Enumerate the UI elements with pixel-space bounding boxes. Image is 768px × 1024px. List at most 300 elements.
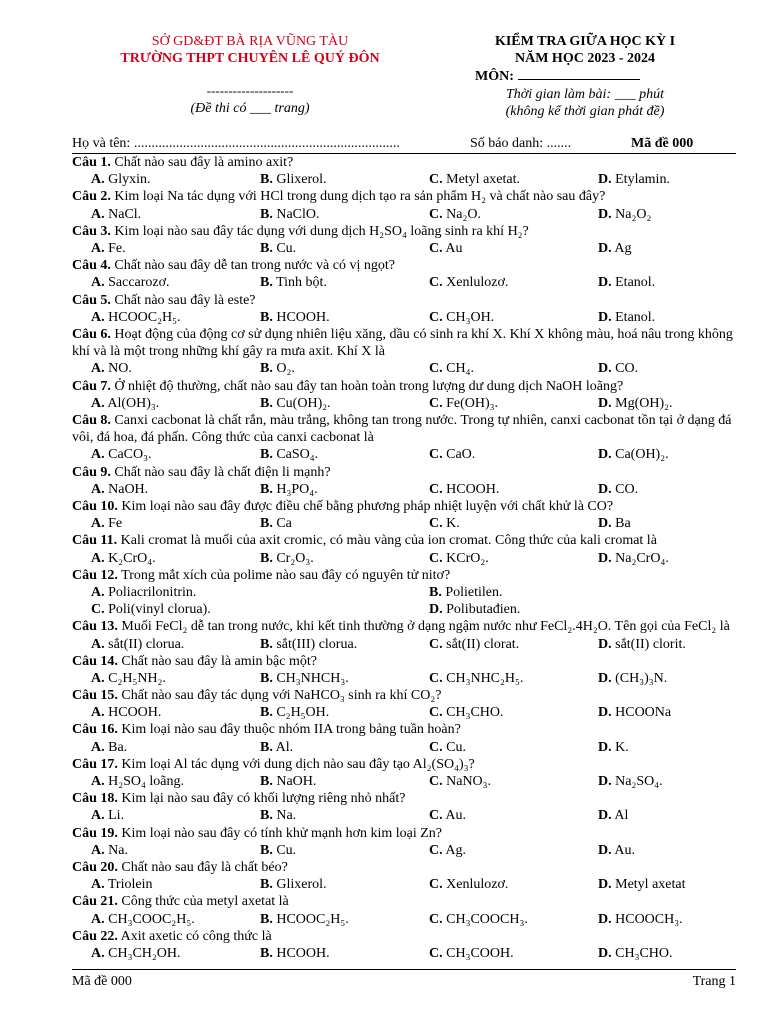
- option-text: HCOOC₂H₅.: [108, 309, 181, 325]
- option-text: Fe: [108, 516, 123, 532]
- question-item: [72, 292, 736, 326]
- answer-option: [91, 395, 159, 412]
- question-text: Ở nhiệt độ thường, chất nào sau đây tan hoàn toàn trong lượng dư dung dịch NaOH loãng?: [114, 378, 624, 394]
- option-text: Xenlulozơ.: [446, 877, 509, 893]
- exam-code: Mã đề 000: [631, 136, 694, 151]
- option-letter: C.: [91, 602, 105, 618]
- option-text: Glixerol.: [276, 877, 327, 893]
- option-letter: D.: [598, 395, 612, 411]
- option-text: H₃PO₄.: [276, 481, 318, 497]
- question-number: Câu 9.: [72, 464, 111, 480]
- question-text: Hoạt động của động cơ sử dụng nhiên liệu xăng, dầu có sinh ra khí X. Khí X không màu, hoá nâu trong không khí và là một trong những khí gây ra mưa axit. Khí X là: [72, 326, 733, 360]
- option-letter: D.: [598, 946, 612, 962]
- answer-option: [598, 842, 635, 859]
- answer-option: [429, 807, 466, 824]
- option-letter: C.: [429, 636, 443, 652]
- question-list: [72, 154, 736, 962]
- option-letter: D.: [598, 172, 612, 188]
- question-text: Axit axetic có công thức là: [120, 928, 272, 944]
- answer-options: [72, 945, 736, 962]
- answer-option: [91, 171, 151, 188]
- option-text: Li.: [108, 808, 125, 824]
- option-text: Poli(vinyl clorua).: [108, 602, 211, 618]
- answer-options: [72, 670, 736, 687]
- option-letter: B.: [260, 361, 273, 377]
- option-text: CO.: [615, 481, 639, 497]
- option-text: NaOH.: [276, 774, 317, 790]
- answer-option: [91, 515, 122, 532]
- option-text: HCOONa: [615, 705, 672, 721]
- question-text: Kali cromat là muối của axit cromic, có màu vàng của ion cromat. Công thức của kali cromat là: [120, 533, 657, 549]
- answer-option: [91, 206, 141, 223]
- answer-option: [429, 515, 460, 532]
- answer-option: [260, 876, 327, 893]
- question-number: Câu 11.: [72, 533, 118, 549]
- option-letter: A.: [91, 808, 105, 824]
- answer-option: [260, 842, 296, 859]
- answer-options: [72, 171, 736, 188]
- question-item: [72, 721, 736, 755]
- option-text: Al: [614, 808, 629, 824]
- question-stem: [72, 257, 736, 274]
- question-number: Câu 8.: [72, 412, 111, 428]
- answer-option: [260, 670, 349, 687]
- question-item: [72, 412, 736, 464]
- option-text: sắt(II) clorua.: [108, 636, 185, 652]
- answer-option: [598, 240, 631, 257]
- option-letter: A.: [91, 361, 105, 377]
- option-letter: C.: [429, 172, 443, 188]
- option-letter: B.: [260, 946, 273, 962]
- question-text: Công thức của metyl axetat là: [121, 894, 289, 910]
- option-letter: D.: [598, 275, 612, 291]
- option-letter: B.: [260, 636, 273, 652]
- answer-option: [260, 515, 292, 532]
- answer-options: [72, 309, 736, 326]
- answer-options: [72, 446, 736, 463]
- question-stem: [72, 653, 736, 670]
- question-stem: [72, 756, 736, 773]
- option-letter: B.: [260, 808, 273, 824]
- option-text: HCOOH.: [446, 481, 500, 497]
- option-text: Polietilen.: [445, 584, 503, 600]
- option-letter: B.: [260, 516, 273, 532]
- option-letter: B.: [260, 309, 273, 325]
- question-stem: [72, 618, 736, 635]
- answer-option: [429, 309, 494, 326]
- question-stem: [72, 687, 736, 704]
- option-text: Glixerol.: [276, 172, 327, 188]
- option-letter: C.: [429, 206, 443, 222]
- answer-option: [598, 876, 686, 893]
- answer-option: [598, 481, 638, 498]
- answer-options: [72, 773, 736, 790]
- answer-option: [91, 584, 196, 601]
- option-letter: C.: [429, 946, 443, 962]
- option-letter: B.: [260, 842, 273, 858]
- option-text: KCrO₂.: [446, 550, 489, 566]
- option-text: CO.: [615, 361, 639, 377]
- answer-option: [429, 670, 523, 687]
- answer-option: [260, 395, 331, 412]
- answer-option: [260, 911, 349, 928]
- option-letter: D.: [598, 877, 612, 893]
- subject-blank: [518, 67, 640, 80]
- question-text: Canxi cacbonat là chất rắn, màu trắng, không tan trong nước. Trong tự nhiên, canxi cacbonat tồn tại ở dạng đá vôi, đá hoa, đá phấn. Công thức của canxi cacbonat là: [72, 412, 732, 446]
- question-number: Câu 12.: [72, 567, 118, 583]
- option-letter: C.: [429, 240, 443, 256]
- answer-option: [598, 636, 686, 653]
- option-text: Na.: [276, 808, 297, 824]
- option-letter: C.: [429, 670, 443, 686]
- answer-option: [598, 309, 655, 326]
- answer-option: [91, 842, 128, 859]
- answer-option: [260, 309, 330, 326]
- option-letter: D.: [598, 842, 612, 858]
- answer-options: [72, 481, 736, 498]
- option-letter: B.: [260, 705, 273, 721]
- question-stem: [72, 464, 736, 481]
- question-stem: [72, 859, 736, 876]
- answer-option: [598, 911, 683, 928]
- header-right: [455, 33, 715, 120]
- option-text: Metyl axetat: [615, 877, 686, 893]
- option-letter: B.: [260, 481, 273, 497]
- answer-option: [260, 739, 293, 756]
- answer-option: [598, 550, 669, 567]
- question-item: [72, 464, 736, 498]
- answer-option: [91, 636, 184, 653]
- answer-option: [91, 550, 156, 567]
- option-text: Au.: [614, 842, 635, 858]
- answer-option: [429, 171, 520, 188]
- question-item: [72, 498, 736, 532]
- option-text: C₂H₅OH.: [276, 705, 330, 721]
- question-stem: [72, 893, 736, 910]
- header-divider: --------------------: [206, 83, 294, 98]
- option-letter: B.: [260, 240, 273, 256]
- option-text: Al.: [275, 739, 294, 755]
- question-stem: [72, 223, 736, 240]
- answer-option: [91, 670, 166, 687]
- option-letter: C.: [429, 739, 443, 755]
- option-letter: B.: [260, 739, 273, 755]
- answer-option: [260, 206, 320, 223]
- answer-option: [598, 360, 638, 377]
- answer-option: [598, 773, 663, 790]
- option-text: CaCO₃.: [108, 447, 152, 463]
- option-letter: A.: [91, 206, 105, 222]
- option-letter: C.: [429, 877, 443, 893]
- option-letter: A.: [91, 705, 105, 721]
- question-stem: [72, 188, 736, 205]
- question-stem: [72, 378, 736, 395]
- question-stem: [72, 532, 736, 549]
- answer-option: [429, 876, 508, 893]
- question-number: Câu 1.: [72, 155, 111, 170]
- option-text: CH₄.: [446, 361, 474, 377]
- question-number: Câu 7.: [72, 378, 111, 394]
- answer-option: [429, 773, 491, 790]
- question-number: Câu 17.: [72, 756, 118, 772]
- option-text: Ba.: [108, 739, 128, 755]
- answer-option: [429, 584, 503, 601]
- question-text: Chất nào sau đây là chất điện li mạnh?: [114, 464, 331, 480]
- option-text: Fe.: [108, 240, 126, 256]
- option-text: CH₃COOH.: [446, 946, 514, 962]
- option-letter: C.: [429, 774, 443, 790]
- option-text: Al(OH)₃.: [107, 395, 160, 411]
- option-letter: D.: [598, 739, 612, 755]
- question-stem: [72, 825, 736, 842]
- option-text: CH₃NHC₂H₅.: [446, 670, 524, 686]
- question-text: Chất nào sau đây dễ tan trong nước và có vị ngọt?: [114, 258, 395, 274]
- question-item: [72, 928, 736, 962]
- option-text: Na.: [108, 842, 128, 858]
- answer-option: [91, 773, 184, 790]
- option-text: Tinh bột.: [276, 275, 327, 291]
- option-letter: A.: [91, 670, 105, 686]
- question-number: Câu 10.: [72, 498, 118, 514]
- option-letter: C.: [429, 550, 443, 566]
- option-letter: B.: [260, 877, 273, 893]
- question-text: Kim loại Na tác dụng với HCl trong dung dịch tạo ra sản phẩm H₂ và chất nào sau đây?: [114, 189, 606, 205]
- question-item: [72, 653, 736, 687]
- option-text: Cu.: [276, 842, 297, 858]
- option-text: Na₂SO₄.: [615, 774, 663, 790]
- option-letter: D.: [598, 481, 612, 497]
- question-number: Câu 22.: [72, 928, 118, 944]
- option-text: Ca: [276, 516, 292, 532]
- option-text: Etanol.: [615, 309, 656, 325]
- option-text: Etylamin.: [615, 172, 670, 188]
- option-letter: B.: [260, 447, 273, 463]
- question-stem: [72, 412, 736, 446]
- answer-options: [72, 550, 736, 567]
- question-number: Câu 6.: [72, 326, 111, 342]
- option-letter: C.: [429, 395, 443, 411]
- option-text: NaOH.: [108, 481, 149, 497]
- answer-option: [598, 274, 655, 291]
- answer-option: [91, 876, 152, 893]
- question-item: [72, 859, 736, 893]
- answer-option: [91, 739, 127, 756]
- answer-option: [598, 739, 629, 756]
- header-left: [95, 33, 405, 117]
- option-letter: B.: [260, 395, 273, 411]
- time-note: Thời gian làm bài: ___ phút: [506, 87, 664, 102]
- option-text: Etanol.: [615, 275, 656, 291]
- question-text: Chất nào sau đây là este?: [114, 292, 256, 308]
- question-number: Câu 16.: [72, 722, 118, 738]
- answer-option: [260, 704, 329, 721]
- question-item: [72, 154, 736, 188]
- subject-line: [455, 67, 715, 86]
- answer-option: [429, 395, 498, 412]
- answer-option: [91, 807, 124, 824]
- option-letter: A.: [91, 636, 105, 652]
- question-item: [72, 378, 736, 412]
- option-letter: A.: [91, 842, 105, 858]
- answer-option: [598, 704, 671, 721]
- option-text: HCOOC₂H₅.: [276, 911, 349, 927]
- question-number: Câu 19.: [72, 825, 118, 841]
- option-letter: D.: [598, 240, 612, 256]
- answer-option: [429, 842, 466, 859]
- answer-options: [72, 636, 736, 653]
- option-text: HCOOH.: [108, 705, 162, 721]
- option-text: Triolein: [107, 877, 153, 893]
- answer-option: [91, 446, 152, 463]
- option-letter: D.: [598, 774, 612, 790]
- question-number: Câu 3.: [72, 223, 111, 239]
- question-number: Câu 15.: [72, 688, 118, 704]
- option-letter: C.: [429, 481, 443, 497]
- option-text: CH₃OH.: [446, 309, 495, 325]
- option-text: (CH₃)₃N.: [615, 670, 668, 686]
- question-text: Chất nào sau đây tác dụng với NaHCO₃ sinh ra khí CO₂?: [121, 688, 442, 704]
- option-letter: C.: [429, 309, 443, 325]
- question-text: Chất nào sau đây là chất béo?: [121, 860, 288, 876]
- answer-options: [72, 395, 736, 412]
- option-text: NaCl.: [108, 206, 142, 222]
- option-letter: C.: [429, 447, 443, 463]
- option-text: CaSO₄.: [276, 447, 319, 463]
- option-letter: A.: [91, 447, 105, 463]
- option-letter: D.: [429, 602, 443, 618]
- option-text: Na₂O₂: [615, 206, 652, 222]
- option-text: CH₃COOC₂H₅.: [108, 911, 195, 927]
- answer-options: [72, 360, 736, 377]
- question-text: Kim loại nào sau đây được điều chế bằng phương pháp nhiệt luyện với chất khử là CO?: [121, 498, 614, 514]
- option-text: Mg(OH)₂.: [615, 395, 673, 411]
- option-text: HCOOCH₃.: [615, 911, 683, 927]
- option-text: Metyl axetat.: [446, 172, 520, 188]
- option-text: Cu.: [276, 240, 297, 256]
- question-text: Chất nào sau đây là amino axit?: [114, 155, 294, 170]
- answer-option: [598, 395, 673, 412]
- question-item: [72, 532, 736, 566]
- option-text: NaNO₃.: [446, 774, 492, 790]
- question-item: [72, 790, 736, 824]
- answer-option: [91, 360, 132, 377]
- option-letter: C.: [429, 361, 443, 377]
- answer-option: [91, 911, 195, 928]
- question-number: Câu 20.: [72, 860, 118, 876]
- question-stem: [72, 154, 736, 171]
- answer-option: [260, 274, 327, 291]
- option-text: Na₂CrO₄.: [615, 550, 669, 566]
- answer-option: [260, 360, 295, 377]
- option-letter: D.: [598, 550, 612, 566]
- option-letter: B.: [260, 206, 273, 222]
- answer-option: [598, 945, 673, 962]
- question-text: Kim loại Al tác dụng với dung dịch nào sau đây tạo Al₂(SO₄)₃?: [121, 756, 475, 772]
- time-note-extra: (không kể thời gian phát đề): [505, 104, 665, 119]
- option-letter: A.: [91, 309, 105, 325]
- question-number: Câu 2.: [72, 189, 111, 205]
- answer-option: [429, 636, 519, 653]
- answer-option: [91, 945, 181, 962]
- question-item: [72, 618, 736, 652]
- question-item: [72, 257, 736, 291]
- answer-option: [260, 636, 357, 653]
- answer-option: [429, 911, 528, 928]
- option-letter: A.: [91, 395, 105, 411]
- answer-option: [429, 601, 520, 618]
- option-text: O₂.: [276, 361, 295, 377]
- answer-options: [72, 584, 736, 618]
- footer-exam-code: Mã đề 000: [72, 974, 132, 989]
- option-letter: D.: [598, 447, 612, 463]
- option-text: Cu.: [446, 739, 466, 755]
- answer-option: [91, 481, 148, 498]
- option-text: CH₃CHO.: [446, 705, 504, 721]
- option-text: sắt(II) clorit.: [615, 636, 686, 652]
- question-item: [72, 893, 736, 927]
- option-text: C₂H₅NH₂.: [108, 670, 166, 686]
- option-letter: A.: [91, 946, 105, 962]
- option-text: K₂CrO₄.: [108, 550, 156, 566]
- option-text: sắt(III) clorua.: [276, 636, 358, 652]
- school-name: TRƯỜNG THPT CHUYÊN LÊ QUÝ ĐÔN: [120, 51, 380, 66]
- option-letter: A.: [91, 911, 105, 927]
- school-year: NĂM HỌC 2023 - 2024: [515, 51, 655, 66]
- option-text: CH₃NHCH₃.: [276, 670, 349, 686]
- option-letter: D.: [598, 808, 612, 824]
- answer-option: [260, 240, 296, 257]
- option-text: Ag: [614, 240, 632, 256]
- question-text: Chất nào sau đây là amin bậc một?: [121, 653, 317, 669]
- option-text: Ca(OH)₂.: [615, 447, 669, 463]
- option-letter: A.: [91, 739, 105, 755]
- answer-option: [598, 446, 669, 463]
- student-name-field: Họ và tên: ............................................................................: [72, 136, 400, 151]
- answer-options: [72, 240, 736, 257]
- option-letter: D.: [598, 361, 612, 377]
- option-letter: B.: [260, 911, 273, 927]
- answer-option: [260, 481, 318, 498]
- option-letter: C.: [429, 705, 443, 721]
- option-letter: D.: [598, 206, 612, 222]
- question-text: Trong mắt xích của polime nào sau đây có nguyên tử nitơ?: [121, 567, 451, 583]
- answer-option: [429, 481, 499, 498]
- footer-page-number: Trang 1: [692, 974, 736, 989]
- option-text: CH₃COOCH₃.: [446, 911, 528, 927]
- option-letter: A.: [91, 774, 105, 790]
- answer-option: [429, 739, 466, 756]
- option-text: Ba: [615, 516, 631, 532]
- option-letter: A.: [91, 172, 105, 188]
- answer-options: [72, 206, 736, 223]
- option-letter: C.: [429, 275, 443, 291]
- answer-option: [429, 704, 504, 721]
- answer-option: [429, 360, 474, 377]
- question-item: [72, 687, 736, 721]
- option-text: NO.: [108, 361, 132, 377]
- answer-options: [72, 876, 736, 893]
- option-text: Au.: [445, 808, 466, 824]
- question-item: [72, 326, 736, 378]
- question-stem: [72, 567, 736, 584]
- option-letter: C.: [429, 808, 443, 824]
- question-text: Muối FeCl₂ dễ tan trong nước, khi kết tinh thường ở dạng ngậm nước như FeCl₂.4H₂O. Tên gọi của FeCl₂ là: [121, 619, 730, 635]
- option-letter: A.: [91, 584, 105, 600]
- option-letter: C.: [429, 516, 443, 532]
- option-text: Au: [445, 240, 463, 256]
- question-text: Kim loại nào sau đây có tính khử mạnh hơn kim loại Zn?: [121, 825, 443, 841]
- option-text: Cr₂O₃.: [276, 550, 314, 566]
